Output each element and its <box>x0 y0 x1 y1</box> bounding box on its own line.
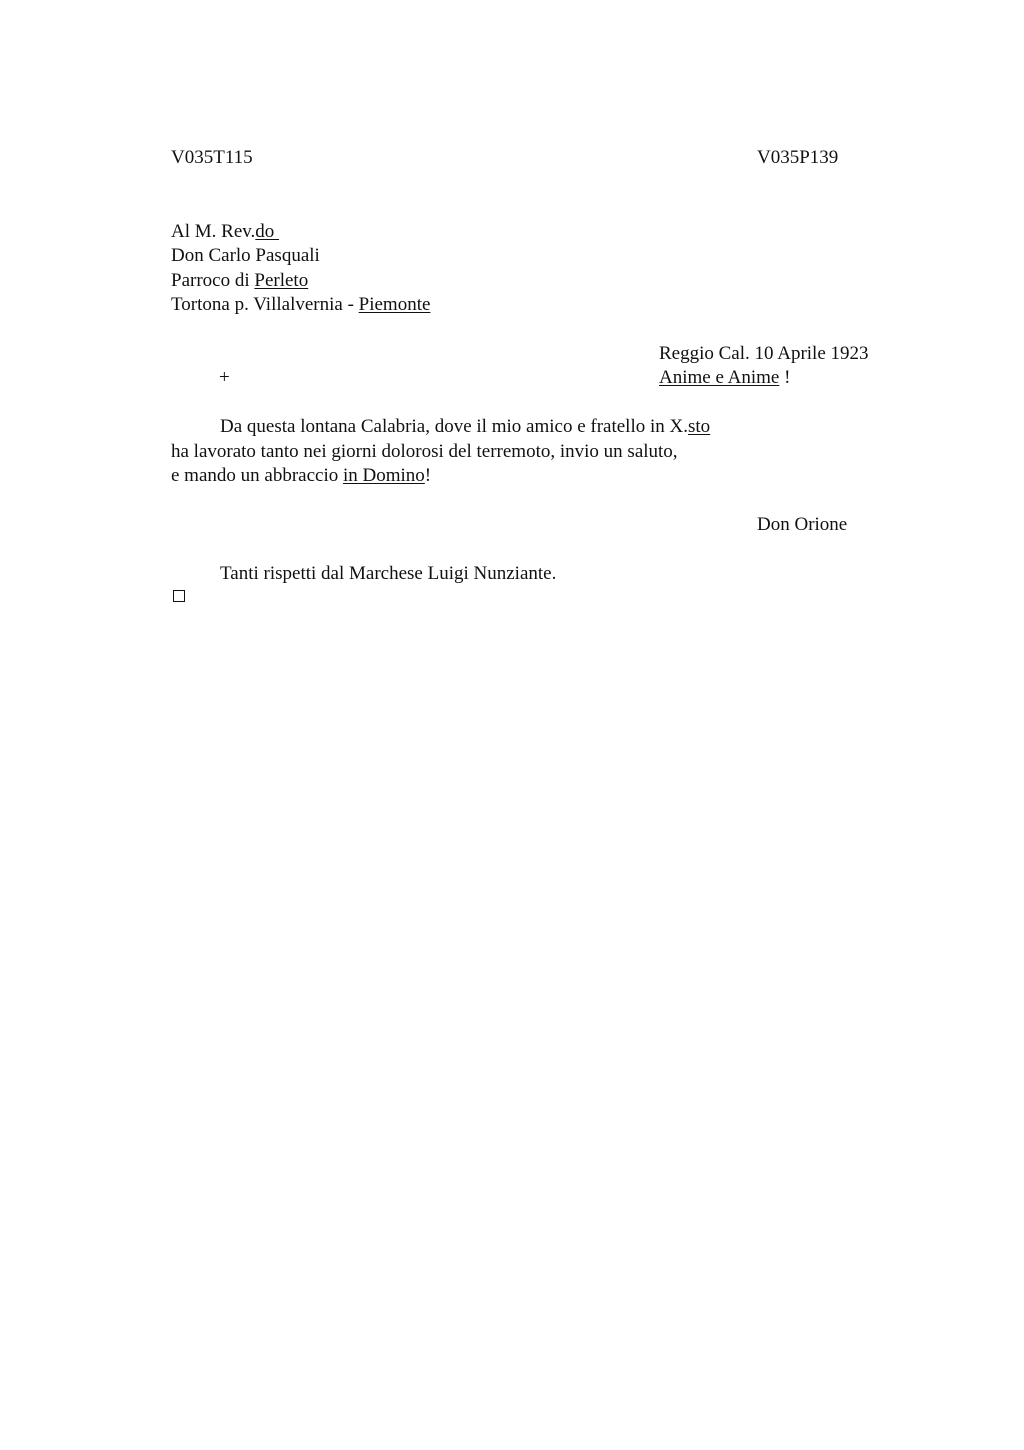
body-line-3-phrase: in Domino <box>342 465 425 486</box>
address-line-2: Don Carlo Pasquali <box>171 245 320 266</box>
body-line-1-text: Da questa lontana Calabria, dove il mio amico e fratello in X. <box>220 416 688 437</box>
signature: Don Orione <box>757 514 848 535</box>
address-city: Tortona p. Villalvernia - <box>171 294 359 315</box>
cross-symbol: + <box>219 367 230 388</box>
address-title: Al M. Rev. <box>171 221 256 242</box>
address-parish-place: Perleto <box>254 270 309 291</box>
body-line-3 <box>171 464 431 489</box>
motto-exclamation: ! <box>779 367 791 388</box>
address-line-4 <box>171 293 430 318</box>
address-line-3 <box>171 269 308 294</box>
address-title-abbreviation: do <box>255 221 280 242</box>
postscript: Tanti rispetti dal Marchese Luigi Nunziante. <box>220 563 557 584</box>
body-line-3-text: e mando un abbraccio <box>171 465 343 486</box>
address-line-1 <box>171 220 279 245</box>
body-line-1 <box>220 415 710 440</box>
empty-checkbox-icon <box>173 590 185 602</box>
document-code-left: V035T115 <box>171 147 253 168</box>
place-and-date: Reggio Cal. 10 Aprile 1923 <box>659 343 869 364</box>
body-line-1-abbreviation: sto <box>688 416 711 437</box>
motto <box>659 366 790 391</box>
motto-text: Anime e Anime <box>659 367 780 388</box>
body-line-2: ha lavorato tanto nei giorni dolorosi del terremoto, invio un saluto, <box>171 441 678 462</box>
address-parish-prefix: Parroco di <box>171 270 255 291</box>
body-line-3-end: ! <box>424 465 432 486</box>
document-code-right: V035P139 <box>757 147 839 168</box>
address-region: Piemonte <box>358 294 431 315</box>
